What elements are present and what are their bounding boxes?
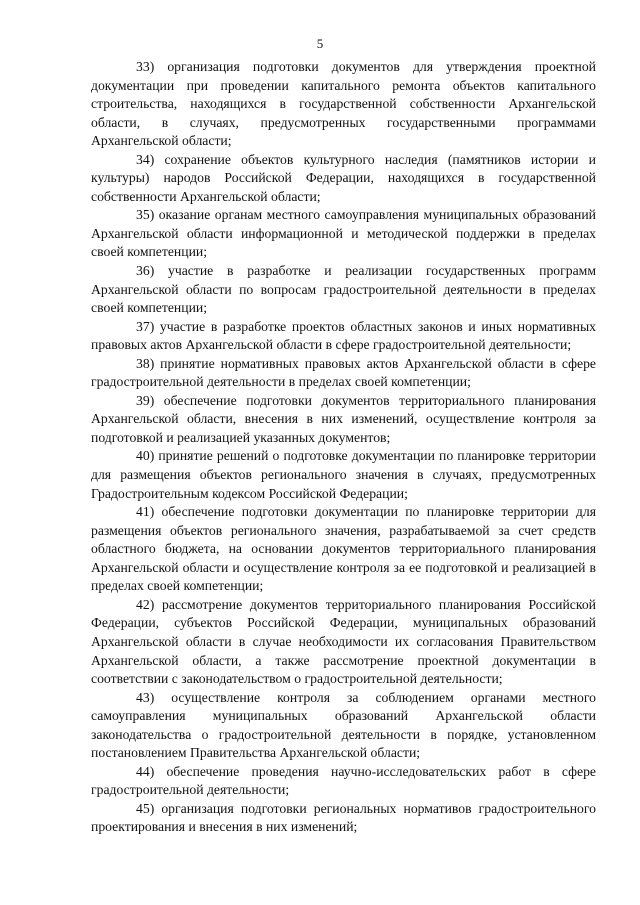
list-item-40: 40) принятие решений о подготовке документации по планировке территории для размещения объектов регионального значения в случаях, предусмотренных Градостроительным кодексом Российской Федерации; bbox=[91, 448, 596, 501]
list-item-38: 38) принятие нормативных правовых актов Архангельской области в сфере градостроительной деятельности в пределах своей компетенции; bbox=[91, 355, 596, 390]
list-item-44: 44) обеспечение проведения научно-исследовательских работ в сфере градостроительной деятельности; bbox=[91, 763, 596, 798]
list-item-37: 37) участие в разработке проектов областных законов и иных нормативных правовых актов Архангельской области в сфере градостроительной деятельности; bbox=[91, 318, 596, 353]
list-item-41: 41) обеспечение подготовки документации по планировке территории для размещения объектов регионального значения, разрабатываемой за счет средств областного бюджета, на основании документов территориального планирования Архангельской области и осуществление контроля за ее подготовкой и реализацией в пределах своей компетенции; bbox=[91, 504, 596, 594]
document-body bbox=[91, 58, 596, 837]
list-item-45: 45) организация подготовки региональных нормативов градостроительного проектирования и внесения в них изменений; bbox=[91, 800, 596, 835]
list-item-39: 39) обеспечение подготовки документов территориального планирования Архангельской области, внесения в них изменений, осуществление контроля за подготовкой и реализацией указанных документов; bbox=[91, 392, 596, 445]
list-item-34: 34) сохранение объектов культурного наследия (памятников истории и культуры) народов Российской Федерации, находящихся в государственной собственности Архангельской области; bbox=[91, 151, 596, 204]
list-item-42: 42) рассмотрение документов территориального планирования Российской Федерации, субъектов Российской Федерации, муниципальных образований Архангельской области в случае необходимости их согласования Правительством Архангельской области, а также рассмотрение проектной документации в соответствии с законодательством о градостроительной деятельности; bbox=[91, 596, 596, 687]
list-item-35: 35) оказание органам местного самоуправления муниципальных образований Архангельской области информационной и методической поддержки в пределах своей компетенции; bbox=[91, 207, 596, 260]
list-item-36: 36) участие в разработке и реализации государственных программ Архангельской области по вопросам градостроительной деятельности в пределах своей компетенции; bbox=[91, 263, 596, 316]
list-item-33: 33) организация подготовки документов для утверждения проектной документации при проведении капитального ремонта объектов капитального строительства, находящихся в государственной собственности Архангельской области, в случаях, предусмотренных государственными программами Архангельской области; bbox=[91, 59, 596, 149]
list-item-43: 43) осуществление контроля за соблюдением органами местного самоуправления муниципальных образований Архангельской области законодательства о градостроительной деятельности в порядке, установленном постановлением Правительства Архангельской области; bbox=[91, 689, 596, 761]
page-number: 5 bbox=[316, 36, 324, 51]
